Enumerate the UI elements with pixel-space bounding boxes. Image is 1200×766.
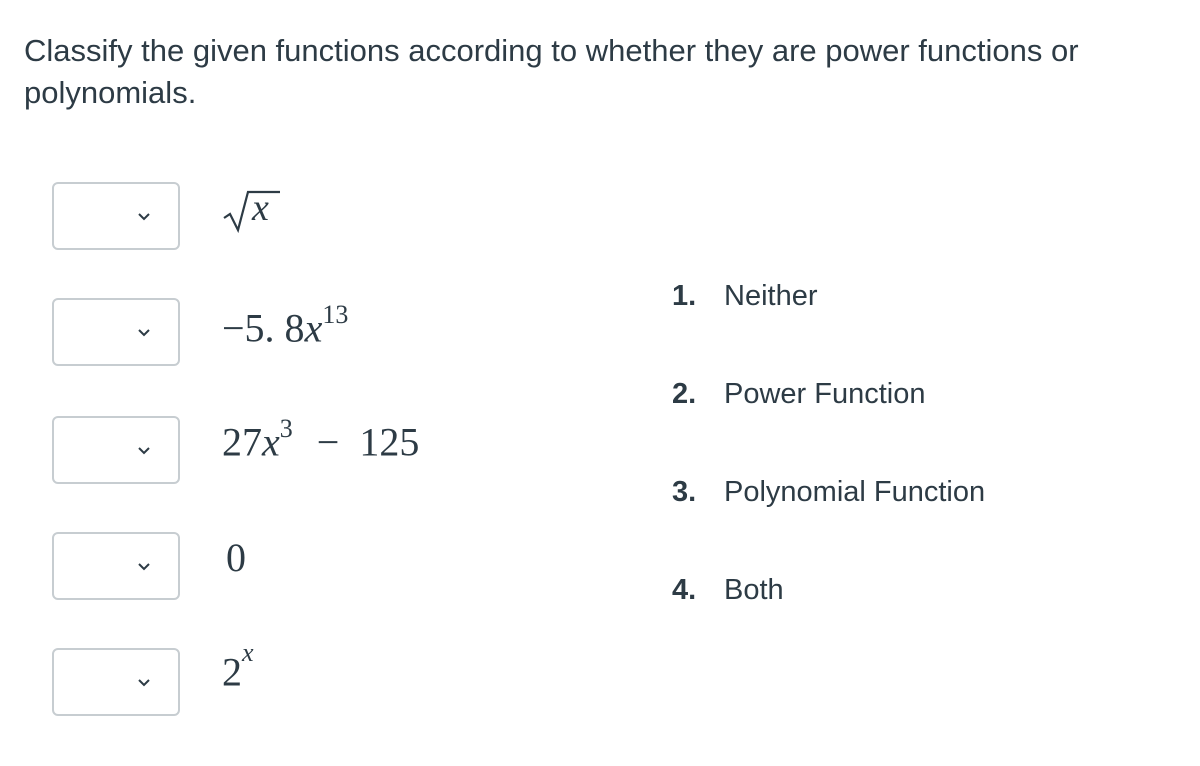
chevron-down-icon (137, 444, 151, 458)
chevron-down-icon (137, 560, 151, 574)
chevron-down-icon (137, 326, 151, 340)
expression-power-function (222, 300, 349, 351)
expression-exponent: 3 (279, 414, 293, 443)
expression-exponent: 13 (322, 300, 349, 329)
option-label: Power Function (724, 378, 926, 410)
expression-constant-zero: 0 (226, 535, 246, 580)
option-item-1 (672, 280, 818, 313)
chevron-down-icon (137, 676, 151, 690)
question-text: Classify the given functions according to whether they are power functions or polynomials. (24, 33, 1079, 110)
expression-coefficient: −5. 8 (222, 305, 305, 351)
expression-constant: 125 (359, 419, 420, 465)
expression-variable: x (262, 419, 280, 465)
option-number: 3. (672, 476, 697, 508)
expression-polynomial (222, 414, 420, 465)
option-label: Both (724, 574, 784, 606)
option-label: Neither (724, 280, 818, 312)
option-item-2 (672, 378, 926, 411)
option-label: Polynomial Function (724, 476, 986, 508)
expression-coefficient: 27 (222, 419, 262, 465)
answer-select-4[interactable] (52, 532, 180, 600)
option-number: 2. (672, 378, 697, 410)
expression-base: 2 (222, 649, 242, 695)
answer-select-1[interactable] (52, 182, 180, 250)
option-item-3 (672, 476, 985, 509)
option-item-4 (672, 574, 784, 607)
answer-select-2[interactable] (52, 298, 180, 366)
expression-variable: x (304, 305, 323, 351)
chevron-down-icon (137, 210, 151, 224)
sqrt-radicand: x (252, 187, 269, 229)
option-number: 1. (672, 280, 697, 312)
option-number: 4. (672, 574, 697, 606)
expression-operator: − (316, 419, 340, 465)
answer-select-3[interactable] (52, 416, 180, 484)
expression-exponential (222, 638, 254, 695)
expression-exponent: x (242, 638, 254, 667)
answer-select-5[interactable] (52, 648, 180, 716)
